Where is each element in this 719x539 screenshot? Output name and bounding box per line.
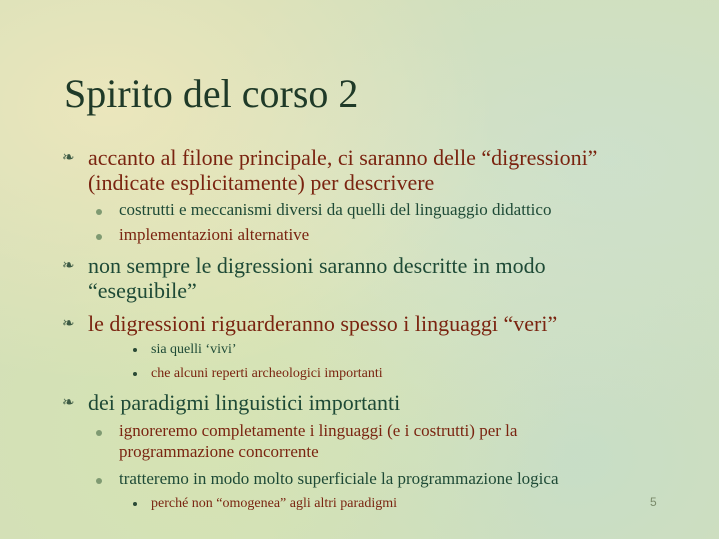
- dot-bullet-icon: [96, 478, 102, 484]
- sub-sub-bullet-vivi: [151, 340, 237, 359]
- fleuron-bullet-icon: ❧: [62, 258, 75, 274]
- bullet-line: implementazioni alternative: [119, 225, 310, 244]
- bullet-line: dei paradigmi linguistici importanti: [88, 390, 401, 415]
- bullet-line: perché non “omogenea” agli altri paradigmi: [151, 496, 398, 511]
- bullet-line: “eseguibile”: [88, 278, 197, 303]
- sub-sub-bullet-omogenea: [151, 494, 397, 513]
- bullet-line: (indicate esplicitamente) per descrivere: [88, 170, 435, 195]
- fleuron-bullet-icon: ❧: [62, 395, 75, 411]
- bullet-line: non sempre le digressioni saranno descritte in modo: [88, 253, 546, 278]
- bullet-line: sia quelli ‘vivi’: [151, 342, 237, 357]
- sub-bullet-costrutti: [119, 199, 551, 220]
- bullet-line: programmazione concorrente: [119, 442, 319, 461]
- slide-title: Spirito del corso 2: [64, 71, 359, 116]
- bullet-line: le digressioni riguarderanno spesso i linguaggi “veri”: [88, 311, 558, 336]
- fleuron-bullet-icon: ❧: [62, 316, 75, 332]
- dot-bullet-icon: [133, 502, 137, 506]
- bullet-item-accanto: [88, 145, 597, 195]
- dot-bullet-icon: [96, 430, 102, 436]
- sub-bullet-logica: [119, 468, 559, 489]
- bullet-item-le-digressioni: [88, 311, 557, 336]
- bullet-item-paradigmi: [88, 390, 400, 415]
- dot-bullet-icon: [96, 234, 102, 240]
- sub-bullet-implementazioni: [119, 224, 309, 245]
- sub-sub-bullet-reperti: [151, 364, 383, 383]
- bullet-line: che alcuni reperti archeologici importanti: [151, 366, 383, 381]
- dot-bullet-icon: [133, 348, 137, 352]
- sub-bullet-concorrente: [119, 420, 517, 462]
- bullet-item-non-sempre: [88, 253, 546, 303]
- bullet-line: ignoreremo completamente i linguaggi (e i costrutti) per la: [119, 421, 518, 440]
- bullet-line: costrutti e meccanismi diversi da quelli del linguaggio didattico: [119, 200, 552, 219]
- dot-bullet-icon: [133, 372, 137, 376]
- bullet-line: tratteremo in modo molto superficiale la programmazione logica: [119, 469, 559, 488]
- dot-bullet-icon: [96, 209, 102, 215]
- bullet-line: accanto al filone principale, ci saranno delle “digressioni”: [88, 145, 598, 170]
- fleuron-bullet-icon: ❧: [62, 150, 75, 166]
- page-number: 5: [650, 495, 657, 509]
